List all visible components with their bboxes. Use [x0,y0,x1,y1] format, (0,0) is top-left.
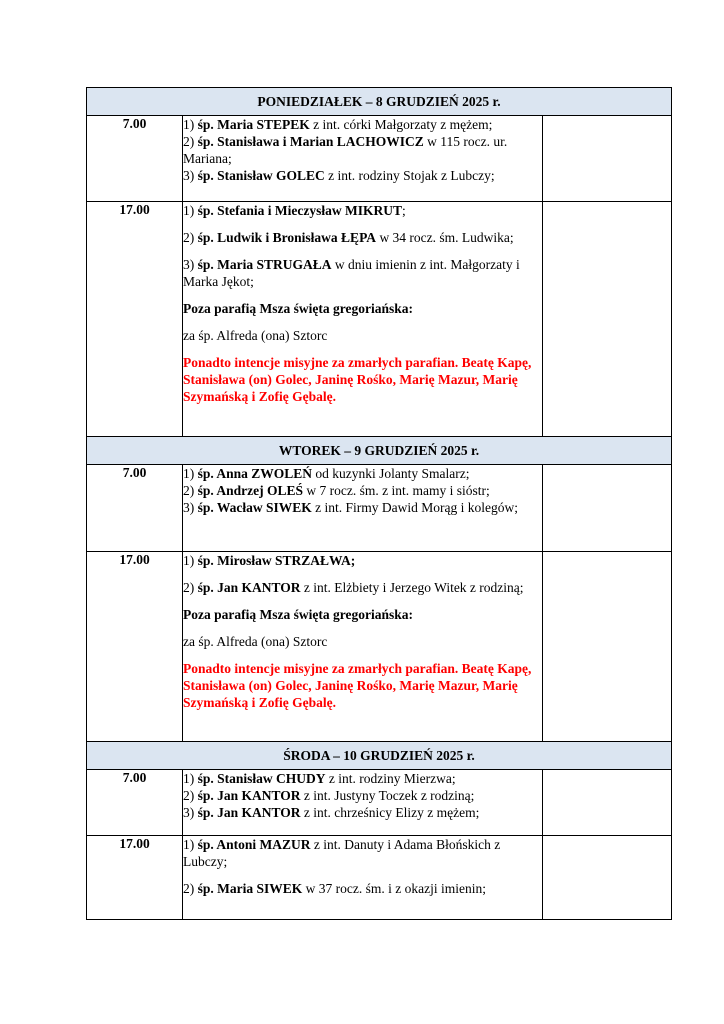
intention-line: 2) śp. Andrzej OLEŚ w 7 rocz. śm. z int. mamy i sióstr; [183,483,490,498]
day-header: WTOREK – 9 GRUDZIEŃ 2025 r. [87,437,672,465]
intention-line: 3) śp. Wacław SIWEK z int. Firmy Dawid Morąg i kolegów; [183,500,519,515]
gregorian-title: Poza parafią Msza święta gregoriańska: [183,607,413,622]
intention-line: 3) śp. Stanisław GOLEC z int. rodziny Stojak z Lubczy; [183,168,495,183]
notes-cell [543,202,672,437]
mission-note: Ponadto intencje misyjne za zmarłych parafian. Beatę Kapę, Stanisława (on) Golec, Janinę Rośko, Marię Mazur, Marię Szymańską i Zofię Gębalę. [183,355,532,404]
intention-line: 2) śp. Jan KANTOR z int. Elżbiety i Jerzego Witek z rodziną; [183,580,524,595]
intentions-cell [183,465,543,552]
mass-slot-row [87,836,672,920]
day-header-row [87,437,672,465]
gregorian-text: za śp. Alfreda (ona) Sztorc [183,328,328,343]
intention-line: 1) śp. Stefania i Mieczysław MIKRUT; [183,203,406,218]
mass-slot-row [87,116,672,202]
intention-line: 1) śp. Mirosław STRZAŁWA; [183,553,356,568]
intentions-cell [183,552,543,742]
intentions-cell [183,770,543,836]
mass-time: 7.00 [87,465,183,552]
mass-time: 17.00 [87,202,183,437]
gregorian-text: za śp. Alfreda (ona) Sztorc [183,634,328,649]
notes-cell [543,836,672,920]
mass-time: 7.00 [87,770,183,836]
intention-line: 1) śp. Antoni MAZUR z int. Danuty i Adama Błońskich z Lubczy; [183,837,501,869]
intentions-cell [183,202,543,437]
intention-line: 3) śp. Maria STRUGAŁA w dniu imienin z int. Małgorzaty i Marka Jękot; [183,257,520,289]
notes-cell [543,552,672,742]
mass-time: 7.00 [87,116,183,202]
mass-slot-row [87,465,672,552]
notes-cell [543,465,672,552]
mass-slot-row [87,552,672,742]
intention-line: 1) śp. Anna ZWOLEŃ od kuzynki Jolanty Smalarz; [183,466,470,481]
mass-schedule-table [86,87,672,920]
intention-line: 2) śp. Stanisława i Marian LACHOWICZ w 115 rocz. ur. Mariana; [183,134,508,166]
intention-line: 3) śp. Jan KANTOR z int. chrześnicy Elizy z mężem; [183,805,480,820]
day-header-row [87,742,672,770]
intention-line: 2) śp. Maria SIWEK w 37 rocz. śm. i z okazji imienin; [183,881,486,896]
mass-time: 17.00 [87,552,183,742]
notes-cell [543,116,672,202]
notes-cell [543,770,672,836]
intentions-cell [183,836,543,920]
intentions-cell [183,116,543,202]
mass-time: 17.00 [87,836,183,920]
intention-line: 2) śp. Jan KANTOR z int. Justyny Toczek z rodziną; [183,788,475,803]
intention-line: 1) śp. Maria STEPEK z int. córki Małgorzaty z mężem; [183,117,493,132]
gregorian-title: Poza parafią Msza święta gregoriańska: [183,301,413,316]
intention-line: 1) śp. Stanisław CHUDY z int. rodziny Mierzwa; [183,771,456,786]
day-header-row [87,88,672,116]
mass-slot-row [87,202,672,437]
day-header: ŚRODA – 10 GRUDZIEŃ 2025 r. [87,742,672,770]
day-header: PONIEDZIAŁEK – 8 GRUDZIEŃ 2025 r. [87,88,672,116]
intention-line: 2) śp. Ludwik i Bronisława ŁĘPA w 34 rocz. śm. Ludwika; [183,230,514,245]
mission-note: Ponadto intencje misyjne za zmarłych parafian. Beatę Kapę, Stanisława (on) Golec, Janinę Rośko, Marię Mazur, Marię Szymańską i Zofię Gębalę. [183,661,532,710]
mass-slot-row [87,770,672,836]
